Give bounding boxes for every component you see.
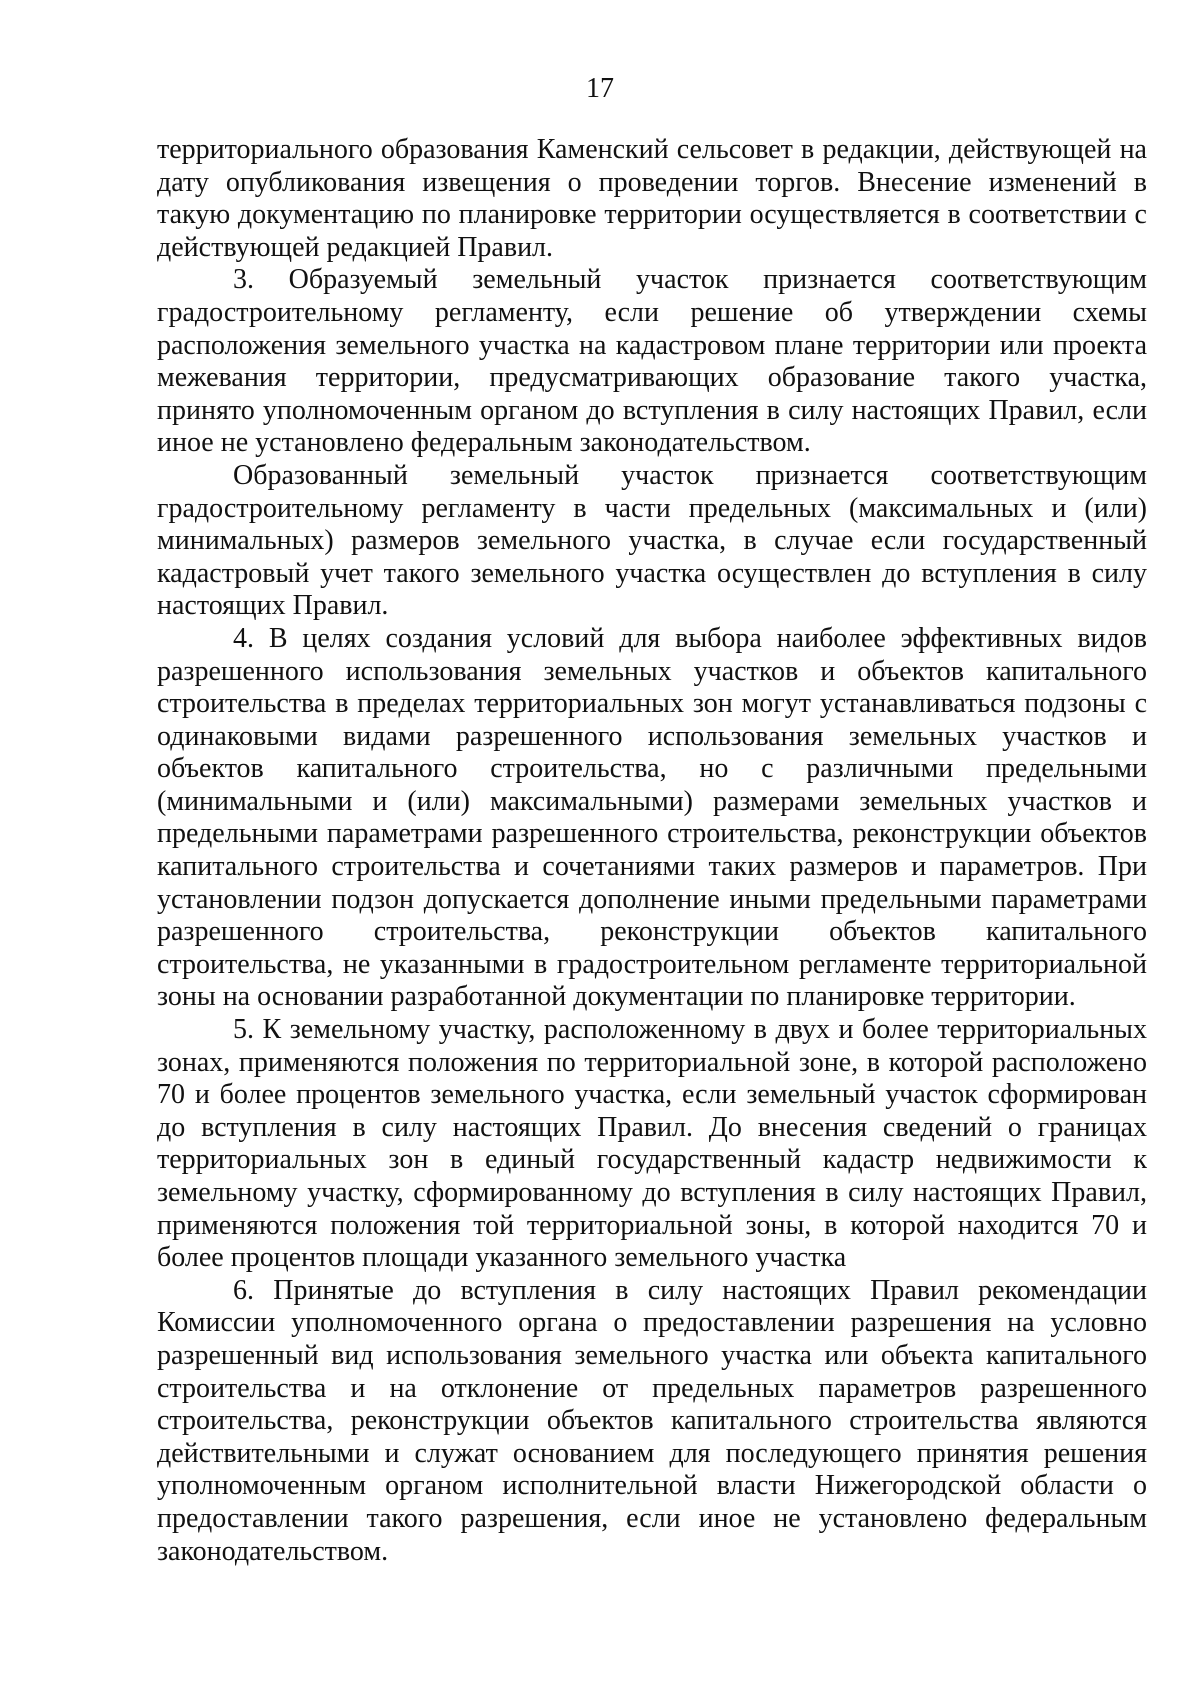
text-line: территориальных зон в единый государственный кадастр недвижимости к — [157, 1144, 1147, 1176]
text-line: градостроительному регламенту, если решение об утверждении схемы — [157, 296, 1147, 328]
text-line: зоны на основании разработанной документации по планировке территории. — [157, 981, 1076, 1013]
text-line: объектов капитального строительства, но с различными предельными — [157, 753, 1147, 785]
paragraph — [157, 264, 1147, 460]
text-line: разрешенный вид использования земельного участка или объекта капитального — [157, 1339, 1147, 1371]
text-line: действующей редакцией Правил. — [157, 231, 554, 263]
text-line: кадастровый учет такого земельного участка осуществлен до вступления в силу — [157, 557, 1147, 589]
paragraph — [157, 1275, 1147, 1568]
text-line: строительства и на отклонение от предельных параметров разрешенного — [157, 1372, 1147, 1404]
text-line: предельными параметрами разрешенного строительства, реконструкции объектов — [157, 818, 1147, 850]
text-line: строительства в пределах территориальных зон могут устанавливаться подзоны с — [157, 688, 1147, 720]
text-line: одинаковыми видами разрешенного использования земельных участков и — [157, 720, 1147, 752]
text-line: 3. Образуемый земельный участок признается соответствующим — [233, 264, 1147, 296]
document-body — [157, 134, 1147, 1568]
text-line: зонах, применяются положения по территориальной зоне, в которой расположено — [157, 1046, 1147, 1078]
paragraph — [157, 460, 1147, 623]
text-line: межевания территории, предусматривающих образование такого участка, — [157, 362, 1147, 394]
text-line: 6. Принятые до вступления в силу настоящих Правил рекомендации — [233, 1274, 1147, 1306]
text-line: капитального строительства и сочетаниями таких размеров и параметров. При — [157, 851, 1147, 883]
text-line: принято уполномоченным органом до вступления в силу настоящих Правил, если — [157, 394, 1147, 426]
text-line: Комиссии уполномоченного органа о предоставлении разрешения на условно — [157, 1307, 1147, 1339]
text-line: строительства, реконструкции объектов капитального строительства являются — [157, 1405, 1147, 1437]
text-line: применяются положения той территориальной зоны, в которой находится 70 и — [157, 1209, 1147, 1241]
text-line: 5. К земельному участку, расположенному в двух и более территориальных — [233, 1014, 1147, 1046]
text-line: Образованный земельный участок признается соответствующим — [233, 459, 1147, 491]
text-line: 4. В целях создания условий для выбора наиболее эффективных видов — [233, 622, 1147, 654]
text-line: разрешенного использования земельных участков и объектов капитального — [157, 655, 1147, 687]
text-line: настоящих Правил. — [157, 590, 389, 622]
text-line: минимальных) размеров земельного участка, в случае если государственный — [157, 525, 1147, 557]
text-line: территориального образования Каменский сельсовет в редакции, действующей на — [157, 134, 1147, 165]
page-number: 17 — [586, 73, 614, 104]
text-line: до вступления в силу настоящих Правил. До внесения сведений о границах — [157, 1111, 1147, 1143]
text-line: градостроительному регламенту в части предельных (максимальных и (или) — [157, 492, 1147, 524]
text-line: более процентов площади указанного земельного участка — [157, 1242, 847, 1274]
text-line: земельному участку, сформированному до вступления в силу настоящих Правил, — [157, 1177, 1147, 1208]
text-line: установлении подзон допускается дополнение иными предельными параметрами — [157, 883, 1147, 915]
paragraph — [157, 623, 1147, 1014]
text-line: уполномоченным органом исполнительной власти Нижегородской области о — [157, 1470, 1147, 1502]
text-line: разрешенного строительства, реконструкции объектов капитального — [157, 916, 1147, 948]
text-line: законодательством. — [157, 1535, 389, 1567]
text-line: дату опубликования извещения о проведении торгов. Внесение изменений в — [157, 166, 1147, 198]
text-line: действительными и служат основанием для последующего принятия решения — [157, 1437, 1147, 1469]
paragraph — [157, 134, 1147, 264]
text-line: 70 и более процентов земельного участка, если земельный участок сформирован — [157, 1079, 1147, 1111]
text-line: такую документацию по планировке территории осуществляется в соответствии с — [157, 199, 1147, 231]
text-line: (минимальными и (или) максимальными) размерами земельных участков и — [157, 785, 1147, 817]
text-line: расположения земельного участка на кадастровом плане территории или проекта — [157, 329, 1147, 361]
text-line: предоставлении такого разрешения, если иное не установлено федеральным — [157, 1502, 1147, 1534]
text-line: иное не установлено федеральным законодательством. — [157, 427, 811, 459]
text-line: строительства, не указанными в градостроительном регламенте территориальной — [157, 948, 1147, 980]
paragraph — [157, 1014, 1147, 1275]
